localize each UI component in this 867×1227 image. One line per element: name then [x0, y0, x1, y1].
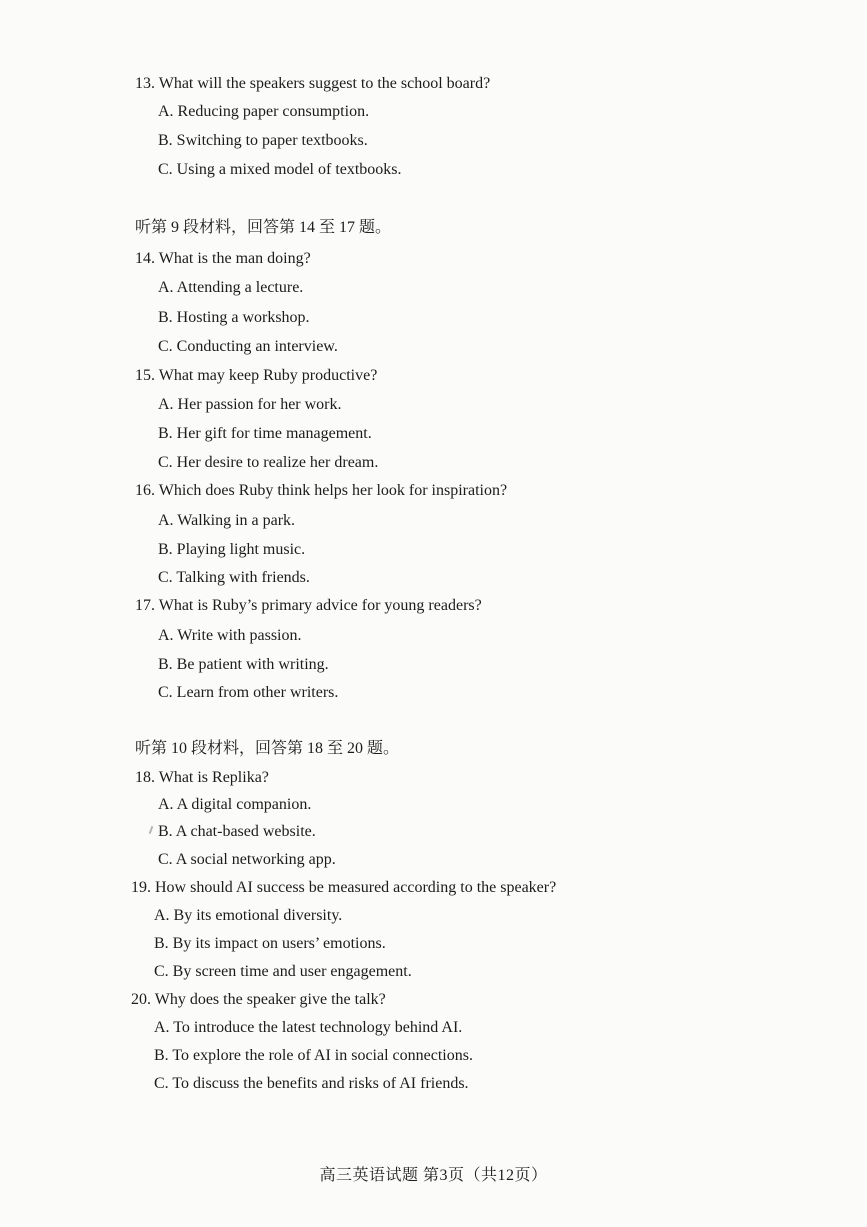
option-19-b: B. By its impact on users’ emotions.: [154, 935, 386, 952]
question-18: 18. What is Replika?: [135, 769, 269, 786]
option-19-a: A. By its emotional diversity.: [154, 907, 343, 924]
question-17: 17. What is Ruby’s primary advice for young readers?: [135, 597, 482, 614]
option-18-a: A. A digital companion.: [158, 796, 312, 813]
option-17-c: C. Learn from other writers.: [158, 684, 339, 701]
option-15-b: B. Her gift for time management.: [158, 425, 372, 442]
option-14-c: C. Conducting an interview.: [158, 338, 338, 355]
option-17-b: B. Be patient with writing.: [158, 656, 329, 673]
scan-mark: [149, 826, 154, 834]
option-20-b: B. To explore the role of AI in social connections.: [154, 1047, 473, 1064]
option-20-a: A. To introduce the latest technology behind AI.: [154, 1019, 463, 1036]
option-16-b: B. Playing light music.: [158, 541, 306, 558]
question-15: 15. What may keep Ruby productive?: [135, 367, 378, 384]
option-20-c: C. To discuss the benefits and risks of AI friends.: [154, 1075, 469, 1092]
question-16: 16. Which does Ruby think helps her look for inspiration?: [135, 482, 508, 499]
question-19: 19. How should AI success be measured according to the speaker?: [131, 879, 557, 896]
option-17-a: A. Write with passion.: [158, 627, 302, 644]
question-14: 14. What is the man doing?: [135, 250, 311, 267]
option-13-c: C. Using a mixed model of textbooks.: [158, 161, 402, 178]
section-heading-10: 听第 10 段材料，回答第 18 至 20 题。: [135, 740, 400, 757]
option-15-c: C. Her desire to realize her dream.: [158, 454, 379, 471]
option-15-a: A. Her passion for her work.: [158, 396, 342, 413]
section-heading-9: 听第 9 段材料，回答第 14 至 17 题。: [135, 219, 392, 236]
option-13-b: B. Switching to paper textbooks.: [158, 132, 368, 149]
question-13: 13. What will the speakers suggest to the school board?: [135, 75, 491, 92]
option-14-a: A. Attending a lecture.: [158, 279, 304, 296]
option-14-b: B. Hosting a workshop.: [158, 309, 310, 326]
option-16-a: A. Walking in a park.: [158, 512, 296, 529]
question-20: 20. Why does the speaker give the talk?: [131, 991, 386, 1008]
option-18-b: B. A chat-based website.: [158, 823, 316, 840]
page-footer: 高三英语试题 第3页（共12页）: [319, 1167, 548, 1184]
option-16-c: C. Talking with friends.: [158, 569, 310, 586]
option-13-a: A. Reducing paper consumption.: [158, 103, 370, 120]
option-19-c: C. By screen time and user engagement.: [154, 963, 412, 980]
option-18-c: C. A social networking app.: [158, 851, 336, 868]
